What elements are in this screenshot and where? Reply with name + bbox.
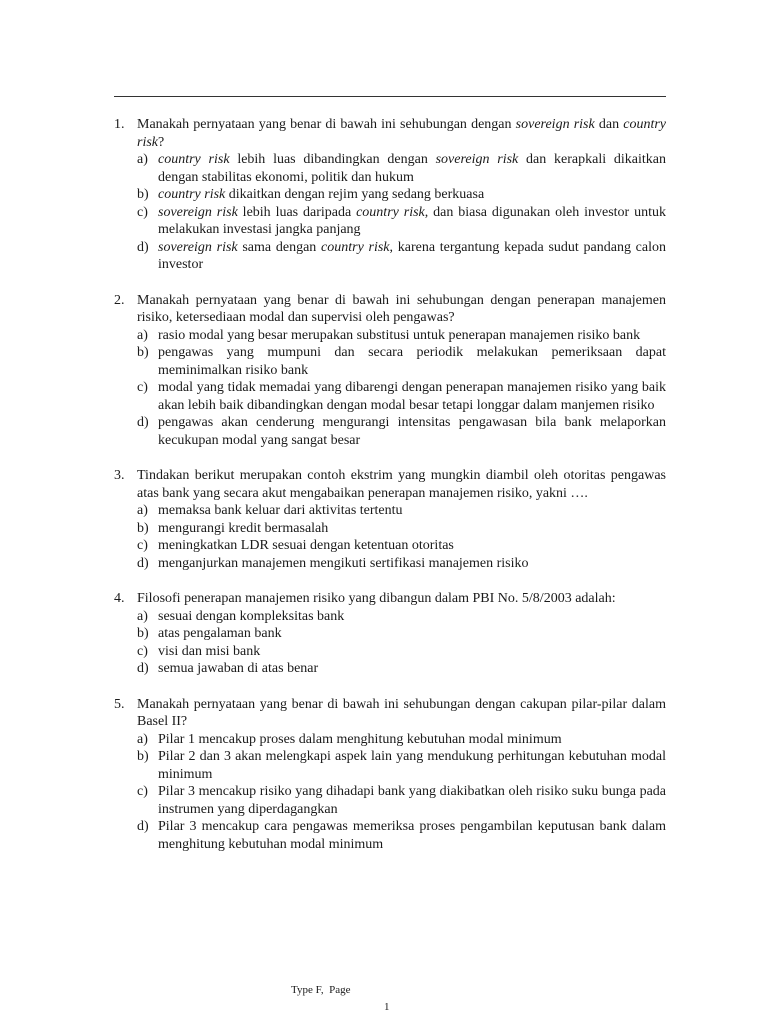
answer-option [137,555,666,573]
answer-option [137,783,666,818]
option-text: atas pengalaman bank [158,626,282,641]
option-letter: c) [137,784,148,799]
question-text: Manakah pernyataan yang benar di bawah ini sehubungan dengan cakupan pilar-pilar dalam Basel II? [137,696,666,729]
option-text: visi dan misi bank [158,643,261,659]
answer-option [137,731,666,749]
question-5 [114,696,666,854]
question-2 [114,292,666,450]
question-text: Filosofi penerapan manajemen risiko yang dibangun dalam PBI No. 5/8/2003 adalah: [137,591,616,606]
option-letter: c) [137,380,148,395]
option-list [137,327,666,450]
question-number: 3. [114,468,125,483]
answer-option [137,186,666,204]
option-letter: c) [137,538,148,553]
option-text: semua jawaban di atas benar [158,661,319,676]
question-text: Manakah pernyataan yang benar di bawah ini sehubungan dengan sovereign risk dan country risk? [137,117,666,150]
option-letter: d) [137,555,149,571]
option-letter: d) [137,661,149,676]
option-list [137,731,666,854]
option-letter: a) [137,152,148,167]
answer-option [137,608,666,626]
option-letter: a) [137,503,148,518]
option-letter: d) [137,415,149,430]
question-list [114,116,666,871]
option-letter: b) [137,345,149,360]
answer-option [137,520,666,538]
option-list [137,502,666,572]
answer-option [137,379,666,414]
answer-option [137,818,666,853]
option-letter: b) [137,187,149,202]
answer-option [137,327,666,345]
option-text: pengawas yang mumpuni dan secara periodik melakukan pemeriksaan dapat meminimalkan risiko bank [158,345,666,378]
answer-option [137,344,666,379]
question-number: 1. [114,117,125,132]
option-text: modal yang tidak memadai yang dibarengi dengan penerapan manajemen risiko yang baik akan lebih baik dibandingkan dengan modal besar tetapi longgar dalam manjemen risiko [158,380,666,413]
answer-option [137,414,666,449]
option-text: Pilar 3 mencakup cara pengawas memeriksa proses pengambilan keputusan bank dalam menghitung kebutuhan modal minimum [158,819,666,852]
answer-option [137,643,666,661]
option-text: country risk lebih luas dibandingkan dengan sovereign risk dan kerapkali dikaitkan dengan stabilitas ekonomi, politik dan hukum [158,152,666,185]
question-4 [114,590,666,678]
answer-option [137,204,666,239]
question-stem [114,467,666,502]
option-letter: d) [137,819,149,834]
answer-option [137,502,666,520]
header-rule [114,96,666,97]
option-text: rasio modal yang besar merupakan substitusi untuk penerapan manajemen risiko bank [158,327,641,343]
option-list [137,608,666,678]
option-text: Pilar 3 mencakup risiko yang dihadapi bank yang diakibatkan oleh risiko suku bunga pada instrumen yang diperdagangkan [158,784,666,817]
answer-option [137,660,666,678]
option-text: meningkatkan LDR sesuai dengan ketentuan otoritas [158,538,454,553]
answer-option [137,537,666,555]
option-letter: a) [137,731,148,747]
option-text: mengurangi kredit bermasalah [158,520,329,536]
question-stem [114,696,666,731]
option-letter: c) [137,204,148,220]
option-letter: a) [137,327,148,343]
question-number: 5. [114,696,125,712]
answer-option [137,151,666,186]
option-text: Pilar 1 mencakup proses dalam menghitung kebutuhan modal minimum [158,731,562,747]
option-text: sovereign risk sama dengan country risk, karena tergantung kepada sudut pandang calon investor [158,239,666,272]
option-text: Pilar 2 dan 3 akan melengkapi aspek lain yang mendukung perhitungan kebutuhan modal minimum [158,749,666,782]
option-letter: b) [137,520,149,536]
question-stem [114,590,666,608]
answer-option [137,625,666,643]
question-text: Tindakan berikut merupakan contoh ekstrim yang mungkin diambil oleh otoritas pengawas atas bank yang secara akut mengabaikan penerapan manajemen risiko, yakni …. [137,468,666,501]
option-list [137,151,666,274]
option-letter: a) [137,608,148,624]
option-letter: b) [137,626,149,641]
question-number: 2. [114,292,125,308]
answer-option [137,239,666,274]
option-text: country risk dikaitkan dengan rejim yang sedang berkuasa [158,187,485,202]
option-text: pengawas akan cenderung mengurangi intensitas pengawasan bila bank melaporkan kecukupan modal yang sangat besar [158,415,666,448]
option-text: sesuai dengan kompleksitas bank [158,608,345,624]
question-1 [114,116,666,274]
option-text: menganjurkan manajemen mengikuti sertifikasi manajemen risiko [158,555,529,571]
question-text: Manakah pernyataan yang benar di bawah ini sehubungan dengan penerapan manajemen risiko, ketersediaan modal dan supervisi oleh pengawas? [137,292,666,325]
footer-page-number: 1 [384,1001,390,1013]
option-letter: c) [137,643,148,659]
question-number: 4. [114,591,125,606]
option-letter: b) [137,749,149,764]
answer-option [137,748,666,783]
question-stem [114,116,666,151]
option-text: memaksa bank keluar dari aktivitas tertentu [158,503,403,518]
footer-label: Type F, Page [291,983,351,996]
page-footer [0,964,768,1017]
option-text: sovereign risk lebih luas daripada country risk, dan biasa digunakan oleh investor untuk melakukan investasi jangka panjang [158,204,666,237]
question-3 [114,467,666,572]
question-stem [114,292,666,327]
option-letter: d) [137,239,149,255]
